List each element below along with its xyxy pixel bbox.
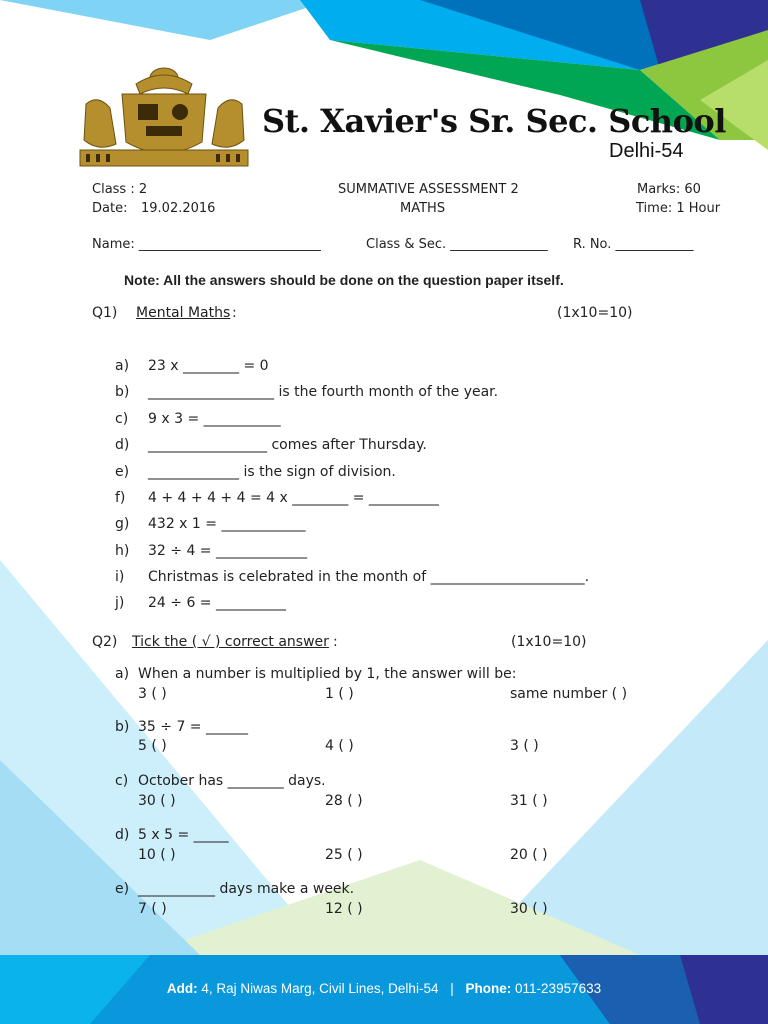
q2-option[interactable]: 5 ( ): [138, 738, 167, 754]
footer-contact: [0, 981, 768, 996]
q2-item-label: c): [115, 773, 129, 789]
q1-marks: (1x10=10): [557, 305, 633, 321]
q2-option[interactable]: 1 ( ): [325, 686, 354, 702]
q1-item-text[interactable]: 23 x ________ = 0: [148, 358, 269, 374]
school-crest-icon: [76, 64, 252, 176]
marks-label: Marks: 60: [637, 182, 701, 197]
q2-item-label: b): [115, 719, 130, 735]
q1-item-text[interactable]: 32 ÷ 4 = _____________: [148, 543, 307, 559]
q2-option[interactable]: 12 ( ): [325, 901, 363, 917]
q2-title: Tick the ( √ ) correct answer: [132, 634, 329, 650]
q1-item-text[interactable]: 9 x 3 = ___________: [148, 411, 281, 427]
q2-item-text: 35 ÷ 7 = ______: [138, 719, 248, 735]
q2-option[interactable]: 30 ( ): [510, 901, 548, 917]
q2-item-label: a): [115, 666, 130, 682]
class-sec-field[interactable]: Class & Sec. _______________: [366, 237, 548, 252]
q2-colon: :: [333, 634, 338, 650]
q1-item-label: g): [115, 516, 130, 532]
q2-option[interactable]: 31 ( ): [510, 793, 548, 809]
q2-option[interactable]: 10 ( ): [138, 847, 176, 863]
date-label: Date:: [92, 201, 128, 216]
assessment-title: SUMMATIVE ASSESSMENT 2: [338, 182, 519, 197]
q2-option[interactable]: 25 ( ): [325, 847, 363, 863]
q2-item-label: d): [115, 827, 130, 843]
q1-item-text[interactable]: _________________ comes after Thursday.: [148, 437, 427, 453]
q1-item-label: h): [115, 543, 130, 559]
q1-title: Mental Maths: [136, 305, 231, 321]
q2-option[interactable]: same number ( ): [510, 686, 628, 702]
footer-separator: |: [450, 981, 454, 996]
q2-option[interactable]: 30 ( ): [138, 793, 176, 809]
q2-option[interactable]: 4 ( ): [325, 738, 354, 754]
q2-option[interactable]: 3 ( ): [138, 686, 167, 702]
footer-phone: 011-23957633: [515, 981, 602, 996]
q1-item-label: f): [115, 490, 126, 506]
q2-item-text: October has ________ days.: [138, 773, 326, 789]
subject-title: MATHS: [400, 201, 446, 216]
school-name: St. Xavier's Sr. Sec. School: [262, 102, 726, 140]
q1-item-text[interactable]: 432 x 1 = ____________: [148, 516, 306, 532]
name-field[interactable]: Name: ____________________________: [92, 237, 321, 252]
q1-item-text[interactable]: 24 ÷ 6 = __________: [148, 595, 286, 611]
roll-number-field[interactable]: R. No. ____________: [573, 237, 694, 252]
date-value: 19.02.2016: [141, 201, 216, 216]
footer-phone-label: Phone:: [465, 981, 512, 996]
footer-address: 4, Raj Niwas Marg, Civil Lines, Delhi-54: [201, 981, 439, 996]
q2-item-text: ___________ days make a week.: [138, 881, 355, 897]
q1-item-label: a): [115, 358, 130, 374]
q1-colon: :: [232, 305, 237, 321]
instruction-note: Note: All the answers should be done on the question paper itself.: [124, 272, 564, 288]
q2-option[interactable]: 20 ( ): [510, 847, 548, 863]
time-label: Time: 1 Hour: [636, 201, 721, 216]
q1-item-text[interactable]: _____________ is the sign of division.: [148, 464, 396, 480]
q1-item-label: e): [115, 464, 130, 480]
q2-option[interactable]: 3 ( ): [510, 738, 539, 754]
q2-item-text: 5 x 5 = _____: [138, 827, 229, 843]
class-label: Class : 2: [92, 182, 148, 197]
q2-option[interactable]: 7 ( ): [138, 901, 167, 917]
q1-number: Q1): [92, 305, 118, 321]
q1-item-text[interactable]: Christmas is celebrated in the month of ______________________.: [148, 569, 590, 585]
top-light-blue-triangle: [0, 0, 330, 40]
footer-address-label: Add:: [166, 981, 198, 996]
q1-item-text[interactable]: 4 + 4 + 4 + 4 = 4 x ________ = __________: [148, 490, 439, 506]
q1-item-label: i): [115, 569, 125, 585]
school-city: Delhi-54: [609, 140, 684, 162]
q2-item-label: e): [115, 881, 130, 897]
q1-item-label: d): [115, 437, 130, 453]
q1-item-label: c): [115, 411, 129, 427]
q1-item-text[interactable]: __________________ is the fourth month of the year.: [148, 384, 499, 400]
q1-item-label: b): [115, 384, 130, 400]
q1-item-label: j): [115, 595, 125, 611]
q2-marks: (1x10=10): [511, 634, 587, 650]
q2-number: Q2): [92, 634, 118, 650]
q2-item-text: When a number is multiplied by 1, the answer will be:: [138, 666, 517, 682]
q2-option[interactable]: 28 ( ): [325, 793, 363, 809]
